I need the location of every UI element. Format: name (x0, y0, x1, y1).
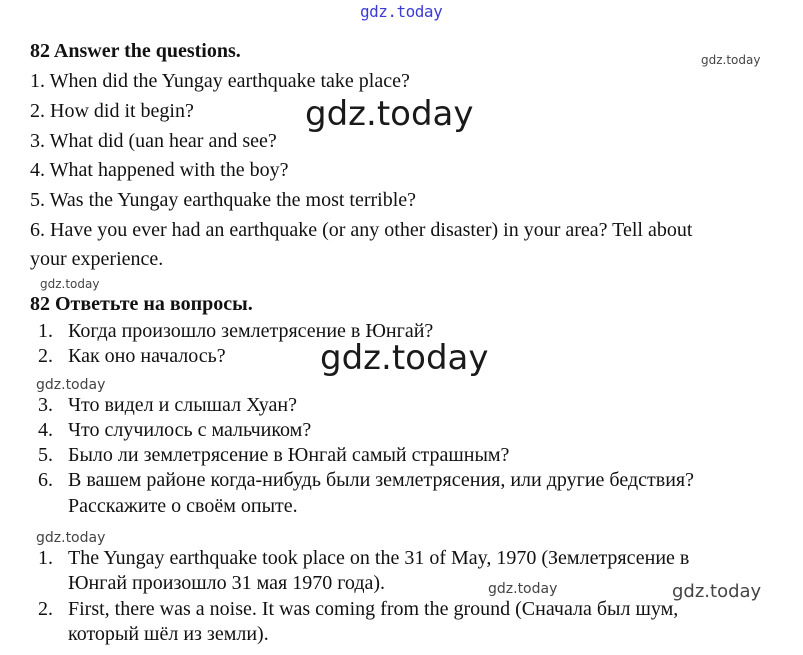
russian-item-text: Было ли землетрясение в Юнгай самый страшным? (68, 444, 510, 466)
english-question-3: 3. What did (uan hear and see? (30, 130, 277, 152)
watermark-small-left-2: gdz.today (36, 377, 106, 393)
answer-number: 1. (38, 547, 53, 569)
watermark-large-2: gdz.today (320, 338, 489, 378)
watermark-large-1: gdz.today (305, 94, 474, 134)
watermark-top: gdz.today (360, 2, 443, 21)
answer-text: The Yungay earthquake took place on the 31 of May, 1970 (Землетрясение в (68, 547, 690, 569)
russian-item-text: Как оно началось? (68, 345, 226, 367)
russian-item-text: В вашем районе когда-нибудь были землетрясения, или другие бедствия? (68, 469, 694, 491)
english-question-6-cont: your experience. (30, 248, 164, 270)
russian-item-text: Что случилось с мальчиком? (68, 419, 312, 441)
answer-number: 2. (38, 598, 53, 620)
answer-text: Юнгай произошло 31 мая 1970 года). (68, 572, 386, 594)
answer-text: который шёл из земли). (68, 623, 269, 645)
russian-item-number: 3. (38, 394, 53, 416)
russian-item-text: Что видел и слышал Хуан? (68, 394, 297, 416)
russian-item-number: 5. (38, 444, 53, 466)
russian-item-number: 4. (38, 419, 53, 441)
english-question-2: 2. How did it begin? (30, 100, 194, 122)
english-question-5: 5. Was the Yungay earthquake the most terrible? (30, 189, 417, 211)
russian-item-number: 1. (38, 320, 53, 342)
watermark-small-mid: gdz.today (488, 581, 558, 597)
english-question-1: 1. When did the Yungay earthquake take place? (30, 70, 410, 92)
russian-item-number: 2. (38, 345, 53, 367)
english-question-6: 6. Have you ever had an earthquake (or any other disaster) in your area? Tell about (30, 219, 693, 241)
russian-item-text: Расскажите о своём опыте. (68, 495, 298, 517)
russian-item-text: Когда произошло землетрясение в Юнгай? (68, 320, 434, 342)
watermark-small-left-1: gdz.today (40, 277, 100, 291)
watermark-small-left-3: gdz.today (36, 530, 106, 546)
russian-item-number: 6. (38, 469, 53, 491)
russian-heading: 82 Ответьте на вопросы. (30, 293, 253, 315)
english-heading: 82 Answer the questions. (30, 40, 241, 62)
watermark-small-right-2: gdz.today (672, 581, 762, 602)
watermark-small-right: gdz.today (701, 53, 761, 67)
english-question-4: 4. What happened with the boy? (30, 159, 289, 181)
answer-text: First, there was a noise. It was coming from the ground (Сначала был шум, (68, 598, 679, 620)
